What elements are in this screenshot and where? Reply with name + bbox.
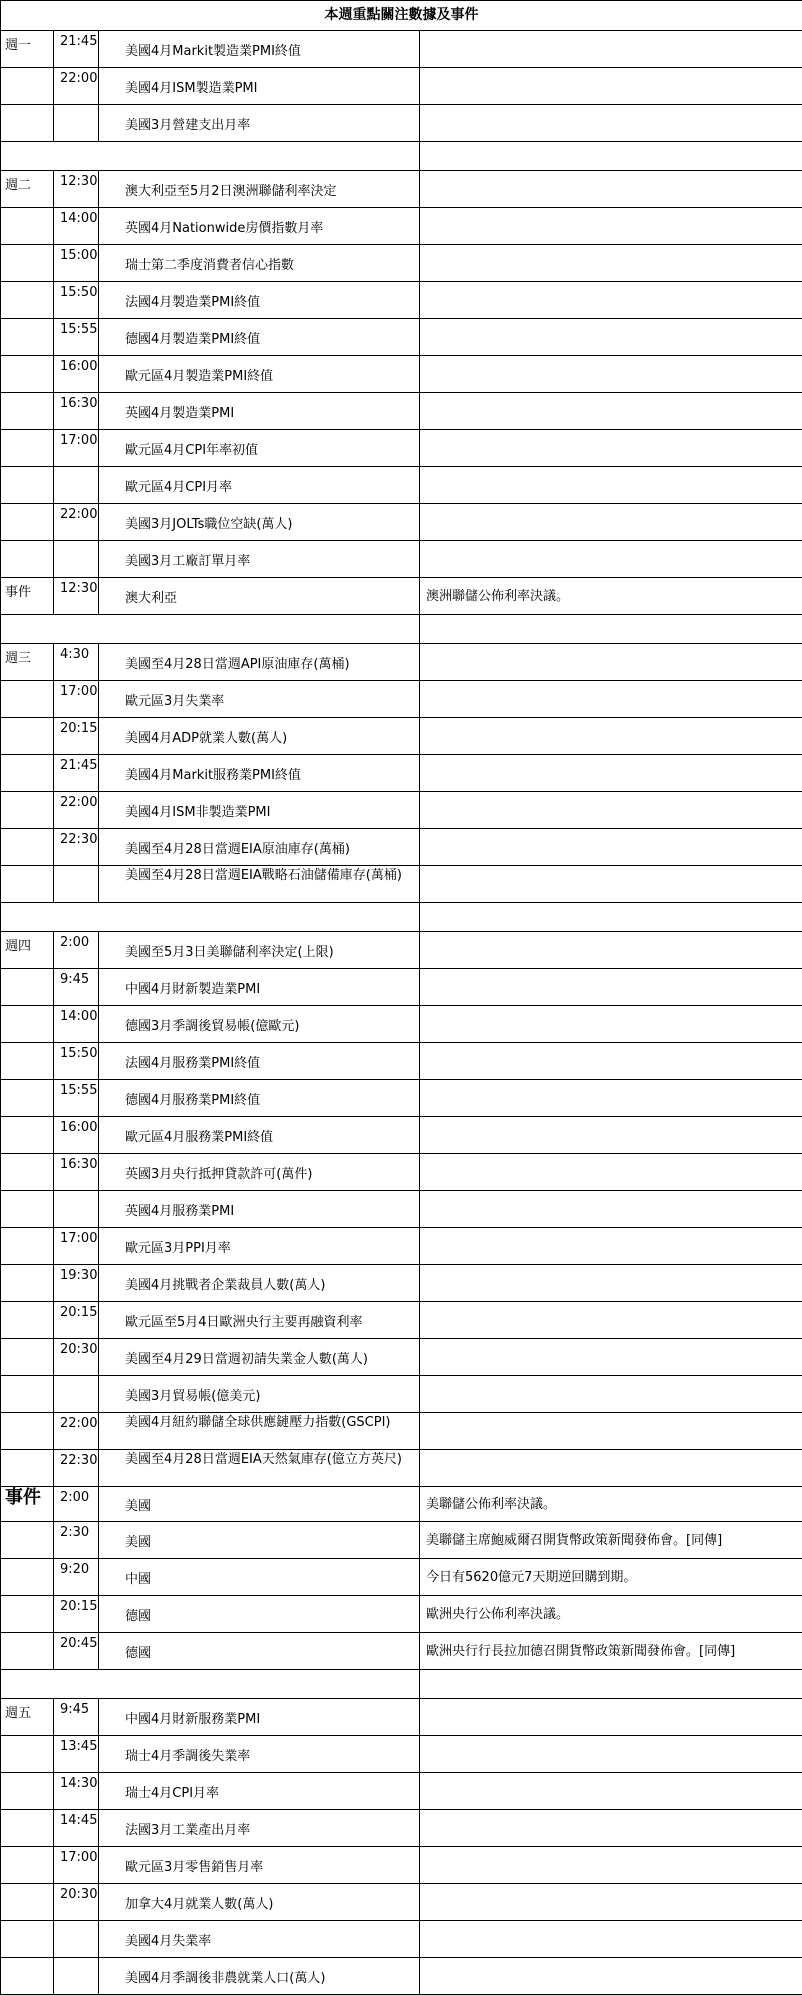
day-cell — [1, 1117, 54, 1154]
note-cell — [420, 1302, 802, 1339]
note-cell — [420, 1884, 802, 1921]
time-cell: 4:30 — [54, 644, 99, 681]
spacer-row — [1, 615, 802, 644]
day-cell — [1, 1596, 54, 1633]
event-cell: 歐元區4月CPI年率初值 — [99, 430, 420, 467]
event-cell: 歐元區至5月4日歐洲央行主要再融資利率 — [99, 1302, 420, 1339]
note-cell: 澳洲聯儲公佈利率決議。 — [420, 578, 802, 615]
day-cell — [1, 829, 54, 866]
event-cell: 美國4月Markit製造業PMI終值 — [99, 31, 420, 68]
table-row — [1, 755, 802, 792]
time-cell: 2:00 — [54, 932, 99, 969]
event-cell: 美國3月貿易帳(億美元) — [99, 1376, 420, 1413]
note-cell — [420, 1191, 802, 1228]
note-cell — [420, 430, 802, 467]
event-cell: 美國至4月28日當週EIA天然氣庫存(億立方英尺) — [99, 1450, 420, 1487]
day-cell — [1, 1559, 54, 1596]
note-cell: 歐洲央行公佈利率決議。 — [420, 1596, 802, 1633]
note-cell — [420, 1154, 802, 1191]
event-cell: 英國4月Nationwide房價指數月率 — [99, 208, 420, 245]
table-row — [1, 68, 802, 105]
day-cell — [1, 1884, 54, 1921]
spacer-row — [1, 903, 802, 932]
note-cell — [420, 31, 802, 68]
note-cell — [420, 1265, 802, 1302]
time-cell: 22:00 — [54, 792, 99, 829]
note-cell — [420, 718, 802, 755]
day-cell — [1, 1154, 54, 1191]
note-cell — [420, 969, 802, 1006]
event-cell: 歐元區3月失業率 — [99, 681, 420, 718]
table-row — [1, 969, 802, 1006]
table-row — [1, 282, 802, 319]
event-cell: 澳大利亞 — [99, 578, 420, 615]
table-row — [1, 829, 802, 866]
time-cell: 20:30 — [54, 1884, 99, 1921]
note-cell — [420, 644, 802, 681]
event-cell: 美國4月紐約聯儲全球供應鏈壓力指數(GSCPI) — [99, 1413, 420, 1450]
day-cell — [1, 1376, 54, 1413]
time-cell: 15:50 — [54, 282, 99, 319]
table-row — [1, 1633, 802, 1670]
day-cell — [1, 541, 54, 578]
day-cell — [1, 1413, 54, 1450]
time-cell: 12:30 — [54, 171, 99, 208]
time-cell — [54, 866, 99, 903]
day-cell — [1, 1191, 54, 1228]
event-cell: 美國至4月28日當週API原油庫存(萬桶) — [99, 644, 420, 681]
day-cell — [1, 792, 54, 829]
day-cell — [1, 1450, 54, 1487]
table-row — [1, 1522, 802, 1559]
note-cell — [420, 1921, 802, 1958]
time-cell: 16:00 — [54, 1117, 99, 1154]
table-row — [1, 1487, 802, 1522]
table-row — [1, 1847, 802, 1884]
note-cell — [420, 319, 802, 356]
note-cell — [420, 1376, 802, 1413]
note-cell — [420, 541, 802, 578]
table-row — [1, 1450, 802, 1487]
day-cell — [1, 1847, 54, 1884]
day-cell — [1, 1921, 54, 1958]
note-cell — [420, 245, 802, 282]
event-cell: 德國4月製造業PMI終值 — [99, 319, 420, 356]
table-row — [1, 1302, 802, 1339]
note-cell — [420, 393, 802, 430]
event-cell: 法國3月工業產出月率 — [99, 1810, 420, 1847]
time-cell: 22:30 — [54, 829, 99, 866]
note-cell — [420, 1847, 802, 1884]
event-cell: 歐元區3月PPI月率 — [99, 1228, 420, 1265]
table-row — [1, 245, 802, 282]
event-cell: 美國3月JOLTs職位空缺(萬人) — [99, 504, 420, 541]
time-cell — [54, 1376, 99, 1413]
day-cell: 週四 — [1, 932, 54, 969]
day-cell — [1, 467, 54, 504]
day-cell — [1, 105, 54, 142]
day-cell — [1, 68, 54, 105]
spacer-cell — [1, 142, 420, 171]
event-cell: 美國4月挑戰者企業裁員人數(萬人) — [99, 1265, 420, 1302]
event-cell: 美國4月ISM製造業PMI — [99, 68, 420, 105]
table-row — [1, 718, 802, 755]
event-cell: 法國4月製造業PMI終值 — [99, 282, 420, 319]
time-cell: 9:45 — [54, 1699, 99, 1736]
note-cell — [420, 1450, 802, 1487]
event-cell: 美國4月季調後非農就業人口(萬人) — [99, 1958, 420, 1995]
time-cell: 15:55 — [54, 1080, 99, 1117]
day-cell — [1, 1958, 54, 1995]
day-cell — [1, 504, 54, 541]
day-cell: 週一 — [1, 31, 54, 68]
day-cell: 週二 — [1, 171, 54, 208]
time-cell — [54, 105, 99, 142]
time-cell — [54, 1191, 99, 1228]
event-cell: 美國4月ISM非製造業PMI — [99, 792, 420, 829]
event-cell: 美國至5月3日美聯儲利率決定(上限) — [99, 932, 420, 969]
spacer-cell — [1, 615, 420, 644]
table-row — [1, 319, 802, 356]
table-row — [1, 1376, 802, 1413]
note-cell — [420, 1810, 802, 1847]
event-cell: 英國3月央行抵押貸款許可(萬件) — [99, 1154, 420, 1191]
event-cell: 瑞士第二季度消費者信心指數 — [99, 245, 420, 282]
event-cell: 澳大利亞至5月2日澳洲聯儲利率決定 — [99, 171, 420, 208]
day-cell — [1, 755, 54, 792]
day-cell — [1, 718, 54, 755]
event-cell: 德國3月季調後貿易帳(億歐元) — [99, 1006, 420, 1043]
day-cell — [1, 1810, 54, 1847]
time-cell: 14:00 — [54, 1006, 99, 1043]
day-cell — [1, 1228, 54, 1265]
time-cell: 14:00 — [54, 208, 99, 245]
spacer-cell — [1, 1670, 420, 1699]
time-cell: 17:00 — [54, 681, 99, 718]
note-cell — [420, 1006, 802, 1043]
day-cell: 事件 — [1, 578, 54, 615]
day-cell — [1, 356, 54, 393]
note-cell — [420, 681, 802, 718]
title-row — [1, 1, 802, 31]
time-cell: 20:30 — [54, 1339, 99, 1376]
day-cell — [1, 282, 54, 319]
spacer-row — [1, 1670, 802, 1699]
table-row — [1, 105, 802, 142]
day-cell: 週五 — [1, 1699, 54, 1736]
time-cell: 15:50 — [54, 1043, 99, 1080]
day-cell — [1, 969, 54, 1006]
day-cell — [1, 1006, 54, 1043]
note-cell — [420, 866, 802, 903]
time-cell: 20:15 — [54, 1596, 99, 1633]
table-row — [1, 1958, 802, 1995]
table-row — [1, 208, 802, 245]
time-cell: 20:45 — [54, 1633, 99, 1670]
table-row — [1, 578, 802, 615]
event-cell: 美國3月工廠訂單月率 — [99, 541, 420, 578]
note-cell — [420, 356, 802, 393]
event-cell: 美國至4月28日當週EIA原油庫存(萬桶) — [99, 829, 420, 866]
day-cell — [1, 1265, 54, 1302]
event-cell: 中國4月財新服務業PMI — [99, 1699, 420, 1736]
event-cell: 美國至4月28日當週EIA戰略石油儲備庫存(萬桶) — [99, 866, 420, 903]
note-cell — [420, 171, 802, 208]
note-cell — [420, 1736, 802, 1773]
time-cell: 17:00 — [54, 1228, 99, 1265]
time-cell: 16:30 — [54, 1154, 99, 1191]
event-cell: 歐元區4月製造業PMI終值 — [99, 356, 420, 393]
event-cell: 美國4月Markit服務業PMI終值 — [99, 755, 420, 792]
spacer-cell — [420, 615, 802, 644]
time-cell: 9:20 — [54, 1559, 99, 1596]
day-cell — [1, 1736, 54, 1773]
time-cell — [54, 1958, 99, 1995]
table-row — [1, 171, 802, 208]
time-cell: 2:00 — [54, 1487, 99, 1522]
note-cell — [420, 68, 802, 105]
table-row — [1, 866, 802, 903]
time-cell: 20:15 — [54, 718, 99, 755]
event-cell: 法國4月服務業PMI終值 — [99, 1043, 420, 1080]
table-row — [1, 1413, 802, 1450]
day-cell — [1, 1522, 54, 1559]
table-row — [1, 932, 802, 969]
note-cell: 美聯儲公佈利率決議。 — [420, 1487, 802, 1522]
time-cell: 14:45 — [54, 1810, 99, 1847]
event-cell: 美國3月營建支出月率 — [99, 105, 420, 142]
time-cell: 21:45 — [54, 31, 99, 68]
table-row — [1, 1191, 802, 1228]
time-cell: 16:30 — [54, 393, 99, 430]
day-cell — [1, 208, 54, 245]
day-cell — [1, 430, 54, 467]
table-row — [1, 393, 802, 430]
note-cell — [420, 1958, 802, 1995]
table-row — [1, 1228, 802, 1265]
note-cell: 歐洲央行行長拉加德召開貨幣政策新聞發佈會。[同傳] — [420, 1633, 802, 1670]
event-cell: 德國 — [99, 1596, 420, 1633]
day-cell — [1, 1339, 54, 1376]
day-cell — [1, 245, 54, 282]
time-cell — [54, 541, 99, 578]
table-row — [1, 1921, 802, 1958]
event-cell: 美國 — [99, 1522, 420, 1559]
spacer-cell — [1, 903, 420, 932]
table-row — [1, 1699, 802, 1736]
spacer-cell — [420, 142, 802, 171]
table-row — [1, 1884, 802, 1921]
event-cell: 中國4月財新製造業PMI — [99, 969, 420, 1006]
table-row — [1, 541, 802, 578]
table-row — [1, 467, 802, 504]
day-cell — [1, 1302, 54, 1339]
event-cell: 美國 — [99, 1487, 420, 1522]
note-cell — [420, 1773, 802, 1810]
event-cell: 德國 — [99, 1633, 420, 1670]
time-cell: 22:30 — [54, 1450, 99, 1487]
day-cell — [1, 1080, 54, 1117]
table-row — [1, 1043, 802, 1080]
time-cell: 17:00 — [54, 1847, 99, 1884]
table-row — [1, 1810, 802, 1847]
event-cell: 英國4月服務業PMI — [99, 1191, 420, 1228]
table-row — [1, 504, 802, 541]
time-cell — [54, 467, 99, 504]
spacer-cell — [420, 903, 802, 932]
time-cell: 17:00 — [54, 430, 99, 467]
note-cell — [420, 1699, 802, 1736]
note-cell — [420, 208, 802, 245]
note-cell — [420, 755, 802, 792]
day-cell: 事件 — [1, 1487, 54, 1522]
day-cell — [1, 319, 54, 356]
note-cell — [420, 282, 802, 319]
time-cell: 19:30 — [54, 1265, 99, 1302]
time-cell — [54, 1921, 99, 1958]
time-cell: 12:30 — [54, 578, 99, 615]
event-cell: 美國4月ADP就業人數(萬人) — [99, 718, 420, 755]
event-cell: 加拿大4月就業人數(萬人) — [99, 1884, 420, 1921]
note-cell: 今日有5620億元7天期逆回購到期。 — [420, 1559, 802, 1596]
table-row — [1, 1117, 802, 1154]
time-cell: 22:00 — [54, 504, 99, 541]
note-cell — [420, 1080, 802, 1117]
note-cell — [420, 1043, 802, 1080]
spacer-row — [1, 142, 802, 171]
event-cell: 歐元區3月零售銷售月率 — [99, 1847, 420, 1884]
note-cell — [420, 1339, 802, 1376]
event-cell: 美國至4月29日當週初請失業金人數(萬人) — [99, 1339, 420, 1376]
table-row — [1, 1596, 802, 1633]
note-cell — [420, 1228, 802, 1265]
time-cell: 21:45 — [54, 755, 99, 792]
event-cell: 歐元區4月服務業PMI終值 — [99, 1117, 420, 1154]
table-row — [1, 430, 802, 467]
time-cell: 16:00 — [54, 356, 99, 393]
note-cell — [420, 467, 802, 504]
time-cell: 2:30 — [54, 1522, 99, 1559]
day-cell — [1, 393, 54, 430]
table-row — [1, 1773, 802, 1810]
table-row — [1, 1736, 802, 1773]
event-cell: 德國4月服務業PMI終值 — [99, 1080, 420, 1117]
table-row — [1, 31, 802, 68]
spacer-cell — [420, 1670, 802, 1699]
event-cell: 歐元區4月CPI月率 — [99, 467, 420, 504]
day-cell: 週三 — [1, 644, 54, 681]
table-row — [1, 1339, 802, 1376]
time-cell: 22:00 — [54, 68, 99, 105]
table-row — [1, 356, 802, 393]
note-cell: 美聯儲主席鮑威爾召開貨幣政策新聞發佈會。[同傳] — [420, 1522, 802, 1559]
note-cell — [420, 792, 802, 829]
time-cell: 22:00 — [54, 1413, 99, 1450]
time-cell: 9:45 — [54, 969, 99, 1006]
time-cell: 13:45 — [54, 1736, 99, 1773]
table-row — [1, 1154, 802, 1191]
note-cell — [420, 1413, 802, 1450]
event-cell: 中國 — [99, 1559, 420, 1596]
time-cell: 14:30 — [54, 1773, 99, 1810]
event-cell: 英國4月製造業PMI — [99, 393, 420, 430]
day-cell — [1, 681, 54, 718]
time-cell: 15:00 — [54, 245, 99, 282]
note-cell — [420, 829, 802, 866]
day-cell — [1, 1633, 54, 1670]
page-title: 本週重點關注數據及事件 — [1, 1, 802, 31]
table-row — [1, 1080, 802, 1117]
table-row — [1, 1559, 802, 1596]
table-row — [1, 644, 802, 681]
table-row — [1, 1006, 802, 1043]
event-cell: 美國4月失業率 — [99, 1921, 420, 1958]
table-row — [1, 792, 802, 829]
table-row — [1, 681, 802, 718]
day-cell — [1, 1773, 54, 1810]
time-cell: 20:15 — [54, 1302, 99, 1339]
time-cell: 15:55 — [54, 319, 99, 356]
note-cell — [420, 504, 802, 541]
event-cell: 瑞士4月CPI月率 — [99, 1773, 420, 1810]
table-row — [1, 1265, 802, 1302]
note-cell — [420, 932, 802, 969]
day-cell — [1, 866, 54, 903]
note-cell — [420, 1117, 802, 1154]
event-cell: 瑞士4月季調後失業率 — [99, 1736, 420, 1773]
note-cell — [420, 105, 802, 142]
day-cell — [1, 1043, 54, 1080]
